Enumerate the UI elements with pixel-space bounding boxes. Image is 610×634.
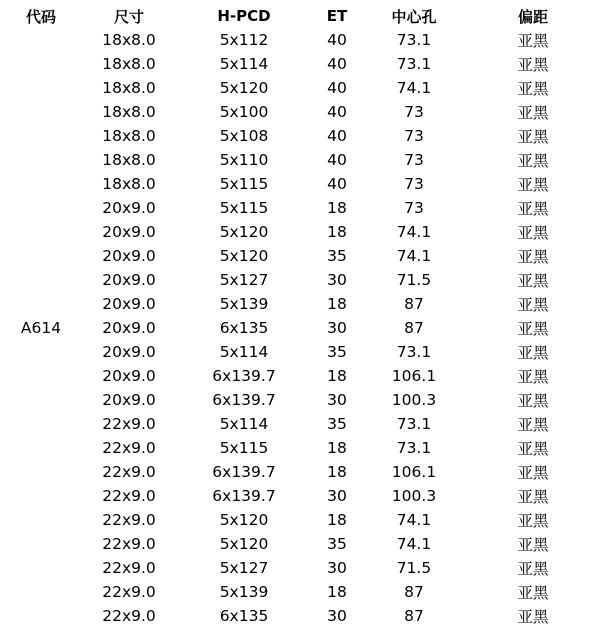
cell-size: 22x9.0 <box>102 583 156 601</box>
cell-finish: 亚黑 <box>517 56 549 74</box>
header-bore: 中心孔 <box>391 7 437 26</box>
cell-finish: 亚黑 <box>517 320 549 338</box>
header-pcd: H-PCD <box>217 7 271 25</box>
cell-bore: 73.1 <box>396 31 432 49</box>
cell-et: 18 <box>327 583 347 601</box>
cell-finish: 亚黑 <box>517 608 549 626</box>
cell-et: 18 <box>327 463 347 481</box>
cell-et: 35 <box>327 343 347 361</box>
cell-size: 22x9.0 <box>102 487 156 505</box>
table-row <box>0 76 600 100</box>
cell-pcd: 5x108 <box>219 127 269 145</box>
table-row <box>0 196 600 220</box>
cell-pcd: 5x127 <box>219 559 269 577</box>
cell-pcd: 6x135 <box>219 319 269 337</box>
cell-pcd: 5x112 <box>219 31 269 49</box>
table-row <box>0 244 600 268</box>
cell-size: 22x9.0 <box>102 511 156 529</box>
table-body <box>0 28 600 628</box>
cell-pcd: 5x120 <box>219 247 269 265</box>
cell-bore: 106.1 <box>391 367 437 385</box>
cell-bore: 73 <box>404 151 424 169</box>
cell-bore: 87 <box>404 319 424 337</box>
cell-et: 35 <box>327 535 347 553</box>
cell-finish: 亚黑 <box>517 128 549 146</box>
table-row <box>0 340 600 364</box>
cell-bore: 73.1 <box>396 439 432 457</box>
cell-et: 18 <box>327 439 347 457</box>
cell-size: 20x9.0 <box>102 295 156 313</box>
table-row <box>0 28 600 52</box>
cell-et: 35 <box>327 247 347 265</box>
cell-bore: 106.1 <box>391 463 437 481</box>
cell-pcd: 5x127 <box>219 271 269 289</box>
cell-et: 35 <box>327 415 347 433</box>
cell-size: 18x8.0 <box>102 103 156 121</box>
cell-finish: 亚黑 <box>517 104 549 122</box>
wheel-spec-table <box>0 4 600 628</box>
cell-bore: 74.1 <box>396 223 432 241</box>
cell-et: 18 <box>327 199 347 217</box>
cell-size: 20x9.0 <box>102 271 156 289</box>
table-row <box>0 148 600 172</box>
cell-et: 40 <box>327 103 347 121</box>
cell-pcd: 6x135 <box>219 607 269 625</box>
cell-et: 18 <box>327 367 347 385</box>
cell-size: 18x8.0 <box>102 55 156 73</box>
cell-finish: 亚黑 <box>517 464 549 482</box>
cell-pcd: 5x114 <box>219 415 269 433</box>
table-row <box>0 532 600 556</box>
cell-bore: 74.1 <box>396 535 432 553</box>
cell-bore: 71.5 <box>396 559 432 577</box>
cell-size: 18x8.0 <box>102 151 156 169</box>
header-et: ET <box>326 7 348 25</box>
cell-finish: 亚黑 <box>517 584 549 602</box>
cell-pcd: 5x115 <box>219 199 269 217</box>
cell-finish: 亚黑 <box>517 440 549 458</box>
cell-size: 22x9.0 <box>102 415 156 433</box>
table-row <box>0 172 600 196</box>
cell-bore: 73.1 <box>396 415 432 433</box>
cell-et: 18 <box>327 223 347 241</box>
cell-bore: 73 <box>404 199 424 217</box>
cell-bore: 87 <box>404 295 424 313</box>
cell-pcd: 6x139.7 <box>212 487 276 505</box>
table-row <box>0 268 600 292</box>
cell-size: 20x9.0 <box>102 199 156 217</box>
table-row <box>0 364 600 388</box>
cell-finish: 亚黑 <box>517 512 549 530</box>
cell-size: 20x9.0 <box>102 247 156 265</box>
cell-et: 40 <box>327 127 347 145</box>
cell-size: 18x8.0 <box>102 127 156 145</box>
product-code-cell: A614 <box>20 319 62 337</box>
cell-size: 22x9.0 <box>102 439 156 457</box>
cell-pcd: 5x139 <box>219 583 269 601</box>
cell-bore: 74.1 <box>396 247 432 265</box>
table-row <box>0 484 600 508</box>
cell-bore: 73 <box>404 175 424 193</box>
cell-pcd: 5x120 <box>219 511 269 529</box>
cell-finish: 亚黑 <box>517 536 549 554</box>
header-finish: 偏距 <box>517 7 548 26</box>
cell-finish: 亚黑 <box>517 488 549 506</box>
cell-size: 22x9.0 <box>102 463 156 481</box>
cell-pcd: 6x139.7 <box>212 367 276 385</box>
cell-size: 20x9.0 <box>102 367 156 385</box>
table-row <box>0 580 600 604</box>
cell-pcd: 5x115 <box>219 175 269 193</box>
cell-finish: 亚黑 <box>517 344 549 362</box>
cell-et: 40 <box>327 175 347 193</box>
cell-et: 30 <box>327 559 347 577</box>
cell-bore: 74.1 <box>396 79 432 97</box>
cell-size: 20x9.0 <box>102 343 156 361</box>
cell-bore: 73 <box>404 127 424 145</box>
table-row <box>0 124 600 148</box>
table-row <box>0 292 600 316</box>
table-row <box>0 52 600 76</box>
cell-finish: 亚黑 <box>517 200 549 218</box>
cell-pcd: 5x120 <box>219 223 269 241</box>
cell-size: 18x8.0 <box>102 31 156 49</box>
cell-et: 30 <box>327 271 347 289</box>
header-row <box>0 4 600 28</box>
cell-bore: 74.1 <box>396 511 432 529</box>
table-row <box>0 388 600 412</box>
cell-finish: 亚黑 <box>517 224 549 242</box>
cell-bore: 100.3 <box>391 487 437 505</box>
cell-et: 30 <box>327 487 347 505</box>
cell-pcd: 5x120 <box>219 535 269 553</box>
header-size: 尺寸 <box>113 7 144 26</box>
cell-pcd: 5x120 <box>219 79 269 97</box>
cell-pcd: 5x114 <box>219 343 269 361</box>
cell-pcd: 6x139.7 <box>212 391 276 409</box>
cell-size: 20x9.0 <box>102 391 156 409</box>
cell-pcd: 6x139.7 <box>212 463 276 481</box>
cell-et: 40 <box>327 151 347 169</box>
cell-et: 40 <box>327 79 347 97</box>
cell-et: 30 <box>327 319 347 337</box>
table-row <box>0 556 600 580</box>
table-row <box>0 508 600 532</box>
cell-pcd: 5x139 <box>219 295 269 313</box>
cell-bore: 87 <box>404 583 424 601</box>
cell-bore: 73.1 <box>396 343 432 361</box>
table-header <box>0 4 600 28</box>
cell-finish: 亚黑 <box>517 80 549 98</box>
cell-finish: 亚黑 <box>517 560 549 578</box>
cell-finish: 亚黑 <box>517 368 549 386</box>
table-row <box>0 316 600 340</box>
table-row <box>0 460 600 484</box>
cell-pcd: 5x110 <box>219 151 269 169</box>
cell-finish: 亚黑 <box>517 416 549 434</box>
table-row <box>0 100 600 124</box>
table-row <box>0 436 600 460</box>
cell-et: 18 <box>327 511 347 529</box>
cell-et: 18 <box>327 295 347 313</box>
table-row <box>0 604 600 628</box>
cell-finish: 亚黑 <box>517 272 549 290</box>
cell-size: 18x8.0 <box>102 79 156 97</box>
table-row <box>0 220 600 244</box>
cell-et: 40 <box>327 55 347 73</box>
cell-size: 22x9.0 <box>102 559 156 577</box>
cell-finish: 亚黑 <box>517 176 549 194</box>
cell-pcd: 5x100 <box>219 103 269 121</box>
cell-et: 30 <box>327 607 347 625</box>
cell-size: 22x9.0 <box>102 535 156 553</box>
cell-pcd: 5x115 <box>219 439 269 457</box>
table-row <box>0 412 600 436</box>
cell-et: 40 <box>327 31 347 49</box>
cell-bore: 100.3 <box>391 391 437 409</box>
cell-bore: 73.1 <box>396 55 432 73</box>
cell-et: 30 <box>327 391 347 409</box>
cell-bore: 71.5 <box>396 271 432 289</box>
cell-size: 20x9.0 <box>102 223 156 241</box>
header-code: 代码 <box>25 7 56 26</box>
cell-finish: 亚黑 <box>517 152 549 170</box>
cell-size: 20x9.0 <box>102 319 156 337</box>
cell-finish: 亚黑 <box>517 392 549 410</box>
cell-finish: 亚黑 <box>517 32 549 50</box>
cell-finish: 亚黑 <box>517 296 549 314</box>
cell-size: 18x8.0 <box>102 175 156 193</box>
cell-size: 22x9.0 <box>102 607 156 625</box>
cell-pcd: 5x114 <box>219 55 269 73</box>
cell-bore: 73 <box>404 103 424 121</box>
cell-finish: 亚黑 <box>517 248 549 266</box>
cell-bore: 87 <box>404 607 424 625</box>
